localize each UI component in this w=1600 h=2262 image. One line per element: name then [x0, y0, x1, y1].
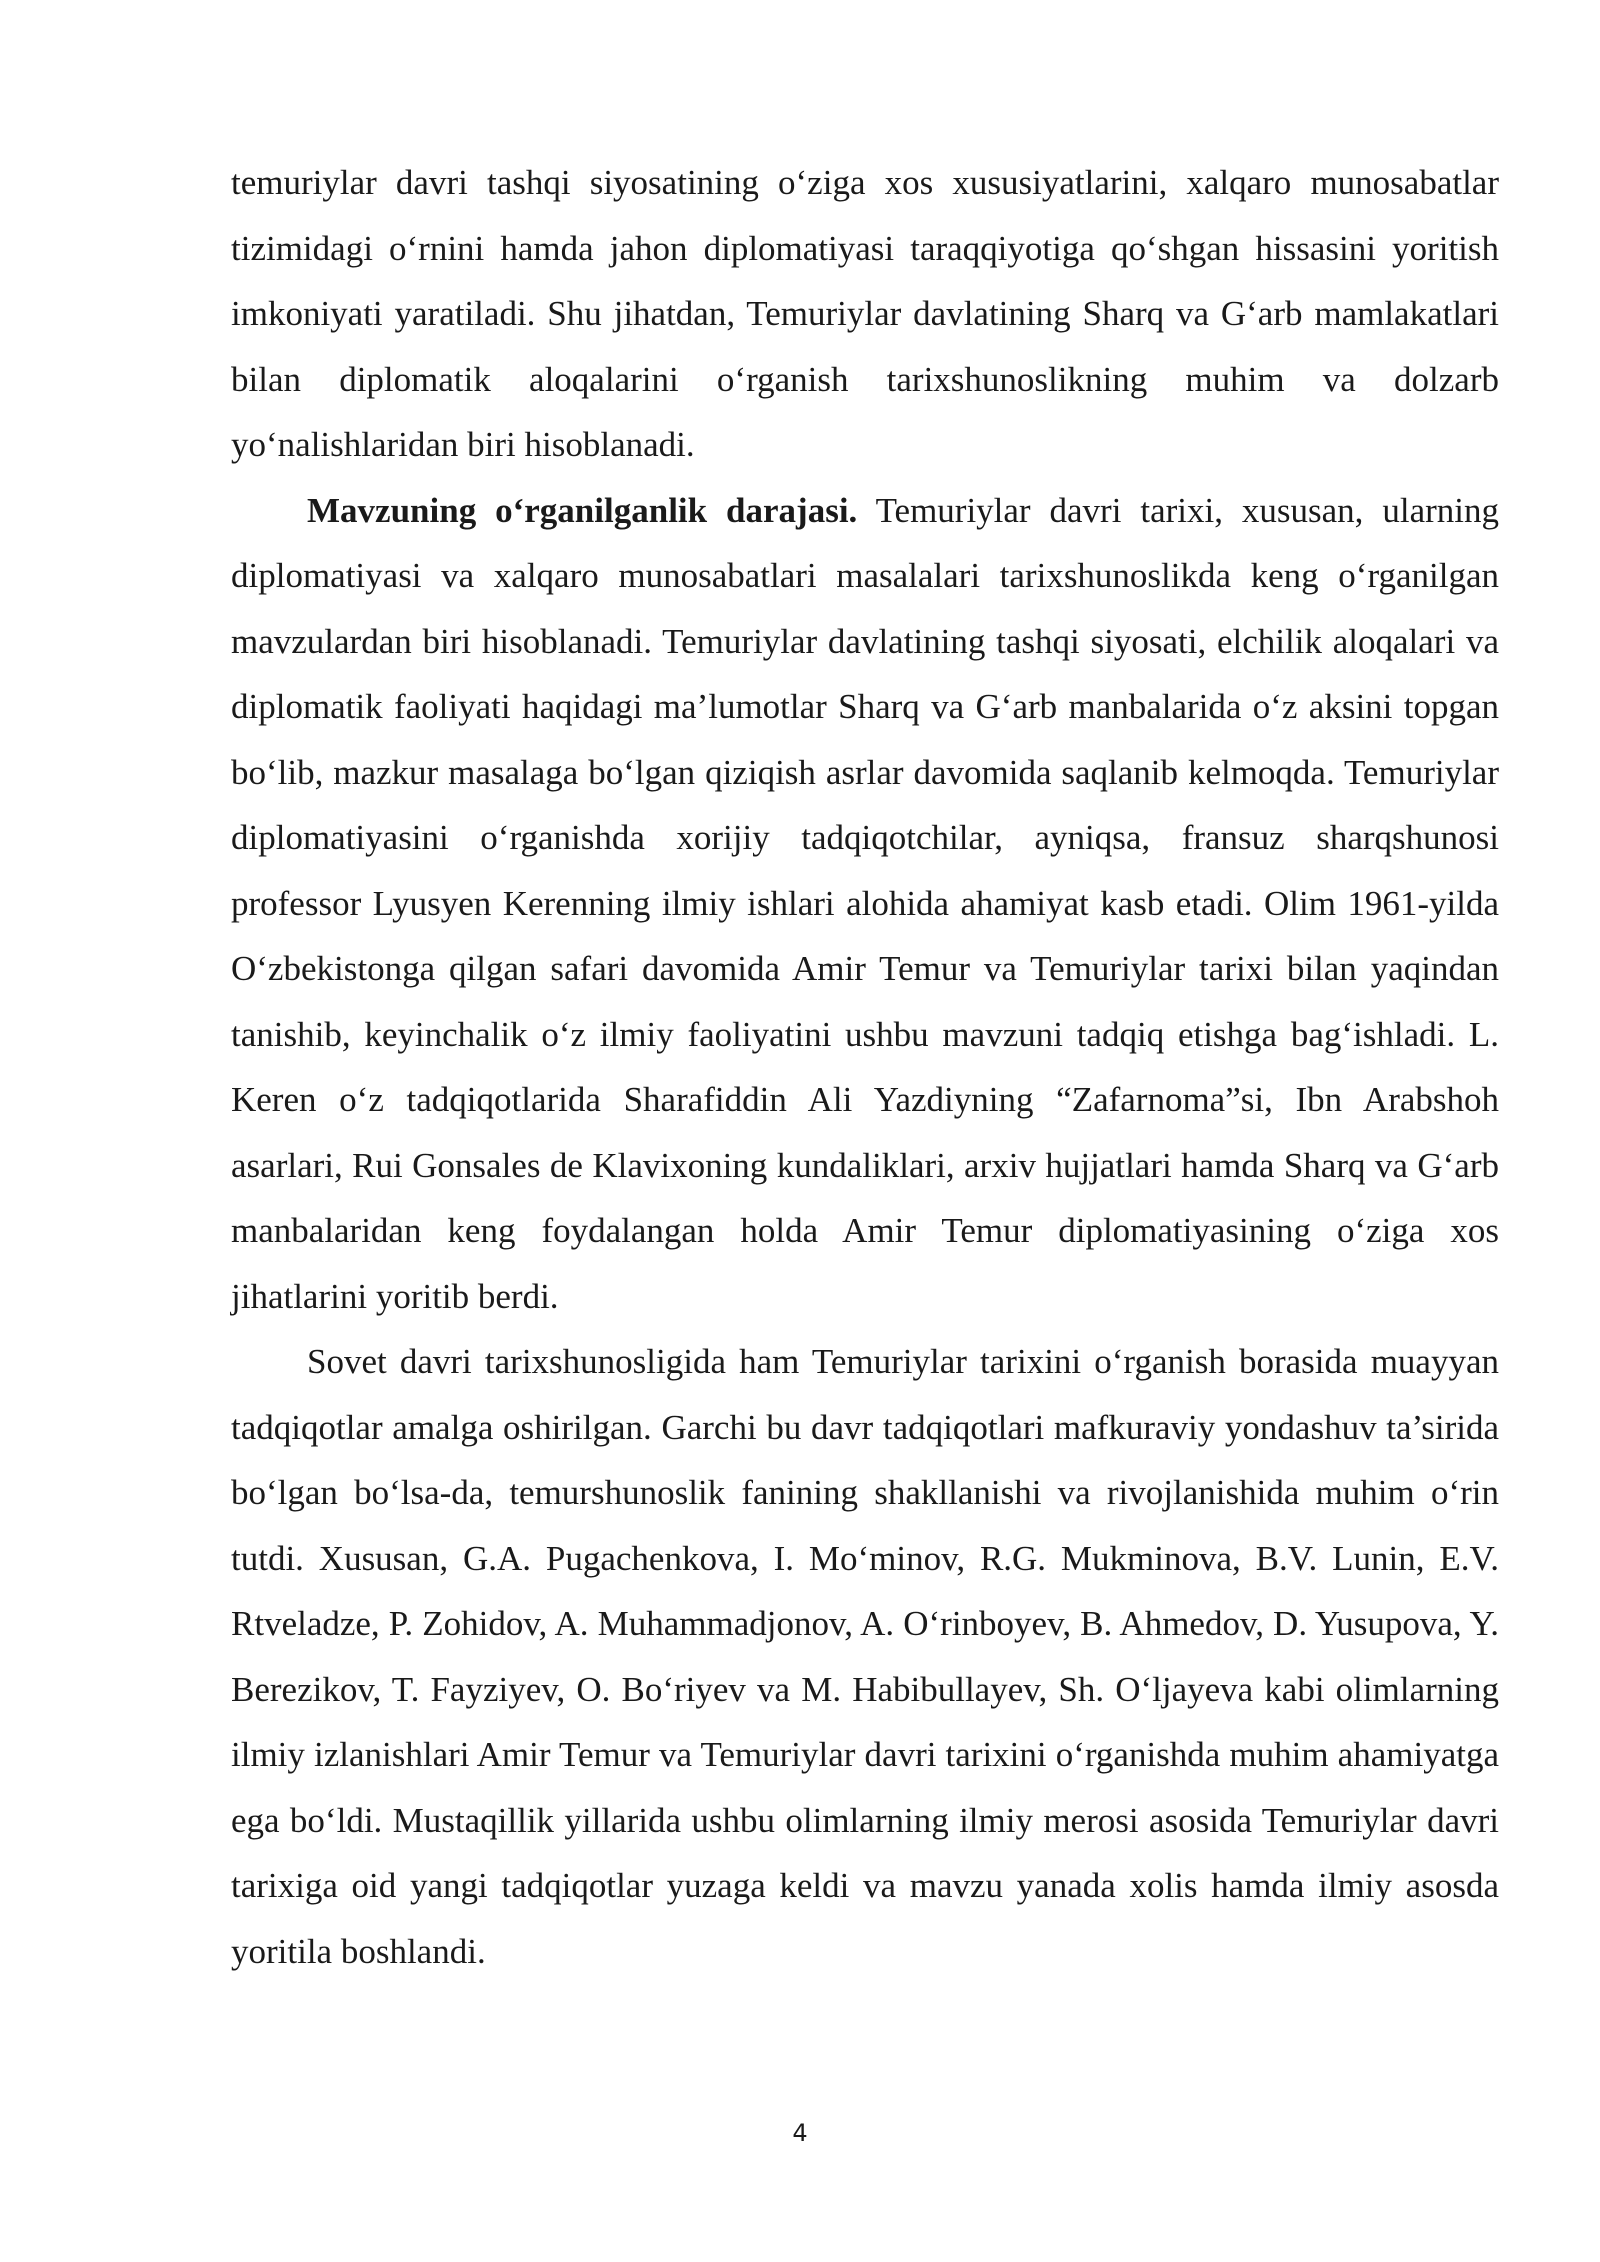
paragraph-study-degree [231, 478, 1499, 1330]
body-text [231, 150, 1499, 1984]
paragraph-text: temuriylar davri tashqi siyosatining o‘ziga xos xususiyatlarini, xalqaro munosabatlar tizimidagi o‘rnini hamda jahon diplomatiyasi taraqqiyotiga qo‘shgan hissasini yoritish imkoniyati yaratiladi. Shu jihatdan, Temuriylar davlatining Sharq va G‘arb mamlakatlari bilan diplomatik aloqalarini o‘rganish tarixshunoslikning muhim va dolzarb yo‘nalishlaridan biri hisoblanadi. [231, 163, 1499, 464]
page-number: 4 [792, 2119, 808, 2147]
paragraph-text: Sovet davri tarixshunosligida ham Temuriylar tarixini o‘rganish borasida muayyan tadqiqotlar amalga oshirilgan. Garchi bu davr tadqiqotlari mafkuraviy yondashuv ta’sirida bo‘lgan bo‘lsa-da, temurshunoslik fanining shakllanishi va rivojlanishida muhim o‘rin tutdi. Xususan, G.A. Pugachenkova, I. Mo‘minov, R.G. Mukminova, B.V. Lunin, E.V. Rtveladze, P. Zohidov, A. Muhammadjonov, A. O‘rinboyev, B. Ahmedov, D. Yusupova, Y. Berezikov, T. Fayziyev, O. Bo‘riyev va M. Habibullayev, Sh. O‘ljayeva kabi olimlarning ilmiy izlanishlari Amir Temur va Temuriylar davri tarixini o‘rganishda muhim ahamiyatga ega bo‘ldi. Mustaqillik yillarida ushbu olimlarning ilmiy merosi asosida Temuriylar davri tarixiga oid yangi tadqiqotlar yuzaga keldi va mavzu yanada xolis hamda ilmiy asosda yoritila boshlandi. [231, 1342, 1499, 1971]
paragraph-soviet-historiography [231, 1329, 1499, 1984]
section-heading-inline: Mavzuning o‘rganilganlik darajasi. [307, 490, 858, 530]
paragraph-text: Temuriylar davri tarixi, xususan, ularning diplomatiyasi va xalqaro munosabatlari masalalari tarixshunoslikda keng o‘rganilgan mavzulardan biri hisoblanadi. Temuriylar davlatining tashqi siyosati, elchilik aloqalari va diplomatik faoliyati haqidagi ma’lumotlar Sharq va G‘arb manbalarida o‘z aksini topgan bo‘lib, mazkur masalaga bo‘lgan qiziqish asrlar davomida saqlanib kelmoqda. Temuriylar diplomatiyasini o‘rganishda xorijiy tadqiqotchilar, ayniqsa, fransuz sharqshunosi professor Lyusyen Kerenning ilmiy ishlari alohida ahamiyat kasb etadi. Olim 1961-yilda O‘zbekistonga qilgan safari davomida Amir Temur va Temuriylar tarixi bilan yaqindan tanishib, keyinchalik o‘z ilmiy faoliyatini ushbu mavzuni tadqiq etishga bag‘ishladi. L. Keren o‘z tadqiqotlarida Sharafiddin Ali Yazdiyning “Zafarnoma”si, Ibn Arabshoh asarlari, Rui Gonsales de Klavixoning kundaliklari, arxiv hujjatlari hamda Sharq va G‘arb manbalaridan keng foydalangan holda Amir Temur diplomatiyasining o‘ziga xos jihatlarini yoritib berdi. [231, 490, 1500, 1316]
paragraph-continuation [231, 150, 1499, 478]
